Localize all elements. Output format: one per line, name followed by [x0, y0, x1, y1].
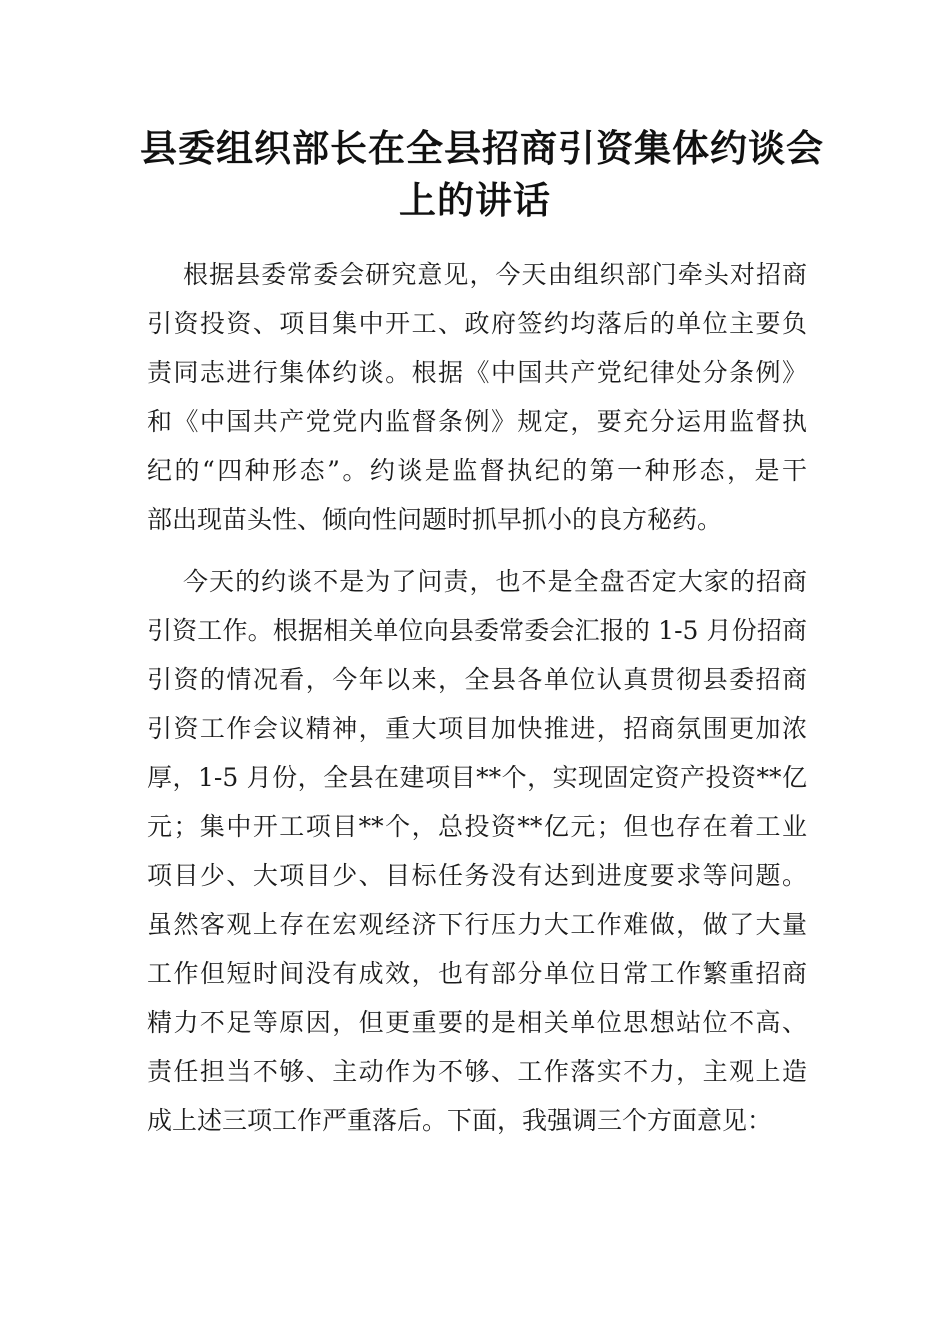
paragraph-line: 责任担当不够、主动作为不够、工作落实不力，主观上造	[147, 1057, 807, 1086]
paragraph-line: 纪的“四种形态”。约谈是监督执纪的第一种形态，是干	[147, 456, 807, 485]
paragraph-line: 精力不足等原因，但更重要的是相关单位思想站位不高、	[147, 1008, 807, 1037]
paragraph-line: 部出现苗头性、倾向性问题时抓早抓小的良方秘药。	[147, 505, 723, 534]
paragraph-line: 责同志进行集体约谈。根据《中国共产党纪律处分条例》	[147, 358, 807, 387]
paragraph-line: 今天的约谈不是为了问责，也不是全盘否定大家的招商	[183, 567, 807, 596]
document-body	[147, 250, 807, 1145]
paragraph-line: 成上述三项工作严重落后。下面，我强调三个方面意见：	[147, 1106, 773, 1135]
paragraph-line: 根据县委常委会研究意见，今天由组织部门牵头对招商	[183, 260, 807, 289]
paragraph-line: 项目少、大项目少、目标任务没有达到进度要求等问题。	[147, 861, 807, 890]
paragraph-line: 引资工作。根据相关单位向县委常委会汇报的 1-5 月份招商	[147, 616, 807, 645]
paragraph-line: 引资投资、项目集中开工、政府签约均落后的单位主要负	[147, 309, 807, 338]
paragraph-line: 引资工作会议精神，重大项目加快推进，招商氛围更加浓	[147, 714, 807, 743]
paragraph-2	[147, 557, 807, 1145]
paragraph-line: 元；集中开工项目**个，总投资**亿元；但也存在着工业	[147, 812, 807, 841]
paragraph-1	[147, 250, 807, 544]
paragraph-line: 和《中国共产党党内监督条例》规定，要充分运用监督执	[147, 407, 807, 436]
title-line-2: 上的讲话	[399, 178, 551, 222]
paragraph-spacer	[147, 544, 807, 557]
document-title	[140, 122, 824, 226]
paragraph-line: 虽然客观上存在宏观经济下行压力大工作难做，做了大量	[147, 910, 807, 939]
title-line-1: 县委组织部长在全县招商引资集体约谈会	[140, 126, 824, 170]
paragraph-line: 引资的情况看，今年以来，全县各单位认真贯彻县委招商	[147, 665, 807, 694]
paragraph-line: 工作但短时间没有成效，也有部分单位日常工作繁重招商	[147, 959, 807, 988]
paragraph-line: 厚，1-5 月份，全县在建项目**个，实现固定资产投资**亿	[147, 763, 807, 792]
